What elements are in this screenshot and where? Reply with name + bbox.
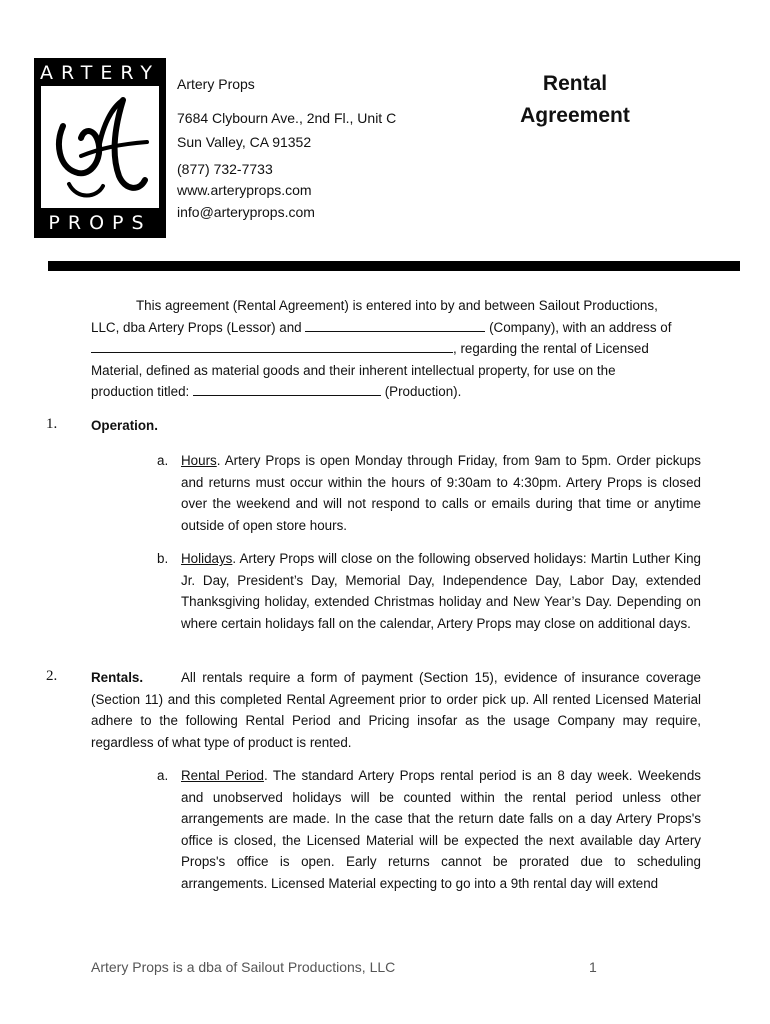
section-1b-marker: b. <box>157 551 169 566</box>
section-2-heading: Rentals. <box>91 670 144 685</box>
logo-bottom-text: PROPS <box>48 212 152 234</box>
holidays-body: . Artery Props will close on the following observed holidays: Martin Luther King Jr. Day, President’s Day, Memorial Day, Independence Day, Labor Day, extended Thanksgiving holiday, extended Christmas holiday and New Year’s Day. Depending on where certain holidays fall on the calendar, Artery Props may close on additional days. <box>181 551 701 631</box>
intro-line-1: This agreement (Rental Agreement) is entered into by and between Sailout Productions, <box>136 298 658 313</box>
company-email: info@arteryprops.com <box>177 204 315 220</box>
intro-line-3-text: , regarding the rental of Licensed <box>453 341 649 356</box>
company-address-line1: 7684 Clybourn Ave., 2nd Fl., Unit C <box>177 110 397 126</box>
holidays-term: Holidays <box>181 551 233 566</box>
hours-term: Hours <box>181 453 217 468</box>
company-website-link[interactable]: www.arteryprops.com <box>177 182 312 198</box>
section-2-body: All rentals require a form of payment (Section 15), evidence of insurance coverage (Section 11) and this completed Rental Agreement prior to order pick up. All rented Licensed Material adhere to the following Rental Period and Pricing insofar as the usage Company may require, regardless of what type of product is rented. <box>91 670 701 750</box>
logo-top-text: ARTERY <box>39 62 161 84</box>
document-title <box>500 68 650 132</box>
section-1b-text <box>181 548 701 634</box>
intro-line-5 <box>91 381 701 403</box>
logo-mark-panel <box>41 86 159 208</box>
company-name: Artery Props <box>177 76 255 92</box>
intro-line-2b: (Company), with an address of <box>485 319 672 335</box>
artery-props-logo <box>34 58 166 238</box>
section-2-number: 2. <box>46 668 58 684</box>
intro-line-5b: (Production). <box>380 384 462 399</box>
rental-period-term: Rental Period <box>181 768 264 783</box>
section-1-number: 1. <box>46 416 58 432</box>
hours-body: . Artery Props is open Monday through Friday, from 9am to 5pm. Order pickups and returns must occur within the hours of 9:30am to 4:30pm. Artery Props is closed over the weekend and will not respond to calls or emails during that time or anytime outside of open store hours. <box>181 453 701 533</box>
section-2a-text <box>181 765 701 894</box>
company-name-blank[interactable] <box>305 317 485 332</box>
footer-dba-text: Artery Props is a dba of Sailout Productions, LLC <box>91 959 396 975</box>
section-2-paragraph <box>91 667 701 753</box>
title-line-2: Agreement <box>520 104 630 127</box>
intro-line-5a: production titled: <box>91 384 193 399</box>
section-2a-marker: a. <box>157 768 169 783</box>
page-number: 1 <box>589 959 597 975</box>
intro-line-4: Material, defined as material goods and their inherent intellectual property, for use on the <box>91 362 616 378</box>
section-1a-marker: a. <box>157 453 169 468</box>
rental-period-body: . The standard Artery Props rental period is an 8 day week. Weekends and unobserved holidays will be counted within the rental period unless other arrangements are made. In the case that the return date falls on a day Artery Props's office is closed, the Licensed Material will be expected the next available day Artery Props's office is open. Early returns cannot be prorated due to scheduling arrangements. Licensed Material expecting to go into a 9th rental day will extend <box>181 768 701 891</box>
intro-line-2a: LLC, dba Artery Props (Lessor) and <box>91 319 306 335</box>
header-divider <box>48 261 740 271</box>
production-title-blank[interactable] <box>193 381 381 396</box>
calligraphic-a-icon <box>41 86 159 208</box>
intro-paragraph <box>91 295 701 403</box>
intro-line-2 <box>91 317 701 339</box>
company-address-line2: Sun Valley, CA 91352 <box>177 134 312 150</box>
company-address-blank[interactable] <box>91 338 453 353</box>
section-1a-text <box>181 450 701 536</box>
company-phone: (877) 732-7733 <box>177 161 273 177</box>
section-1-heading: Operation. <box>91 418 158 433</box>
title-line-1: Rental <box>542 72 608 95</box>
intro-line-3 <box>91 338 701 360</box>
